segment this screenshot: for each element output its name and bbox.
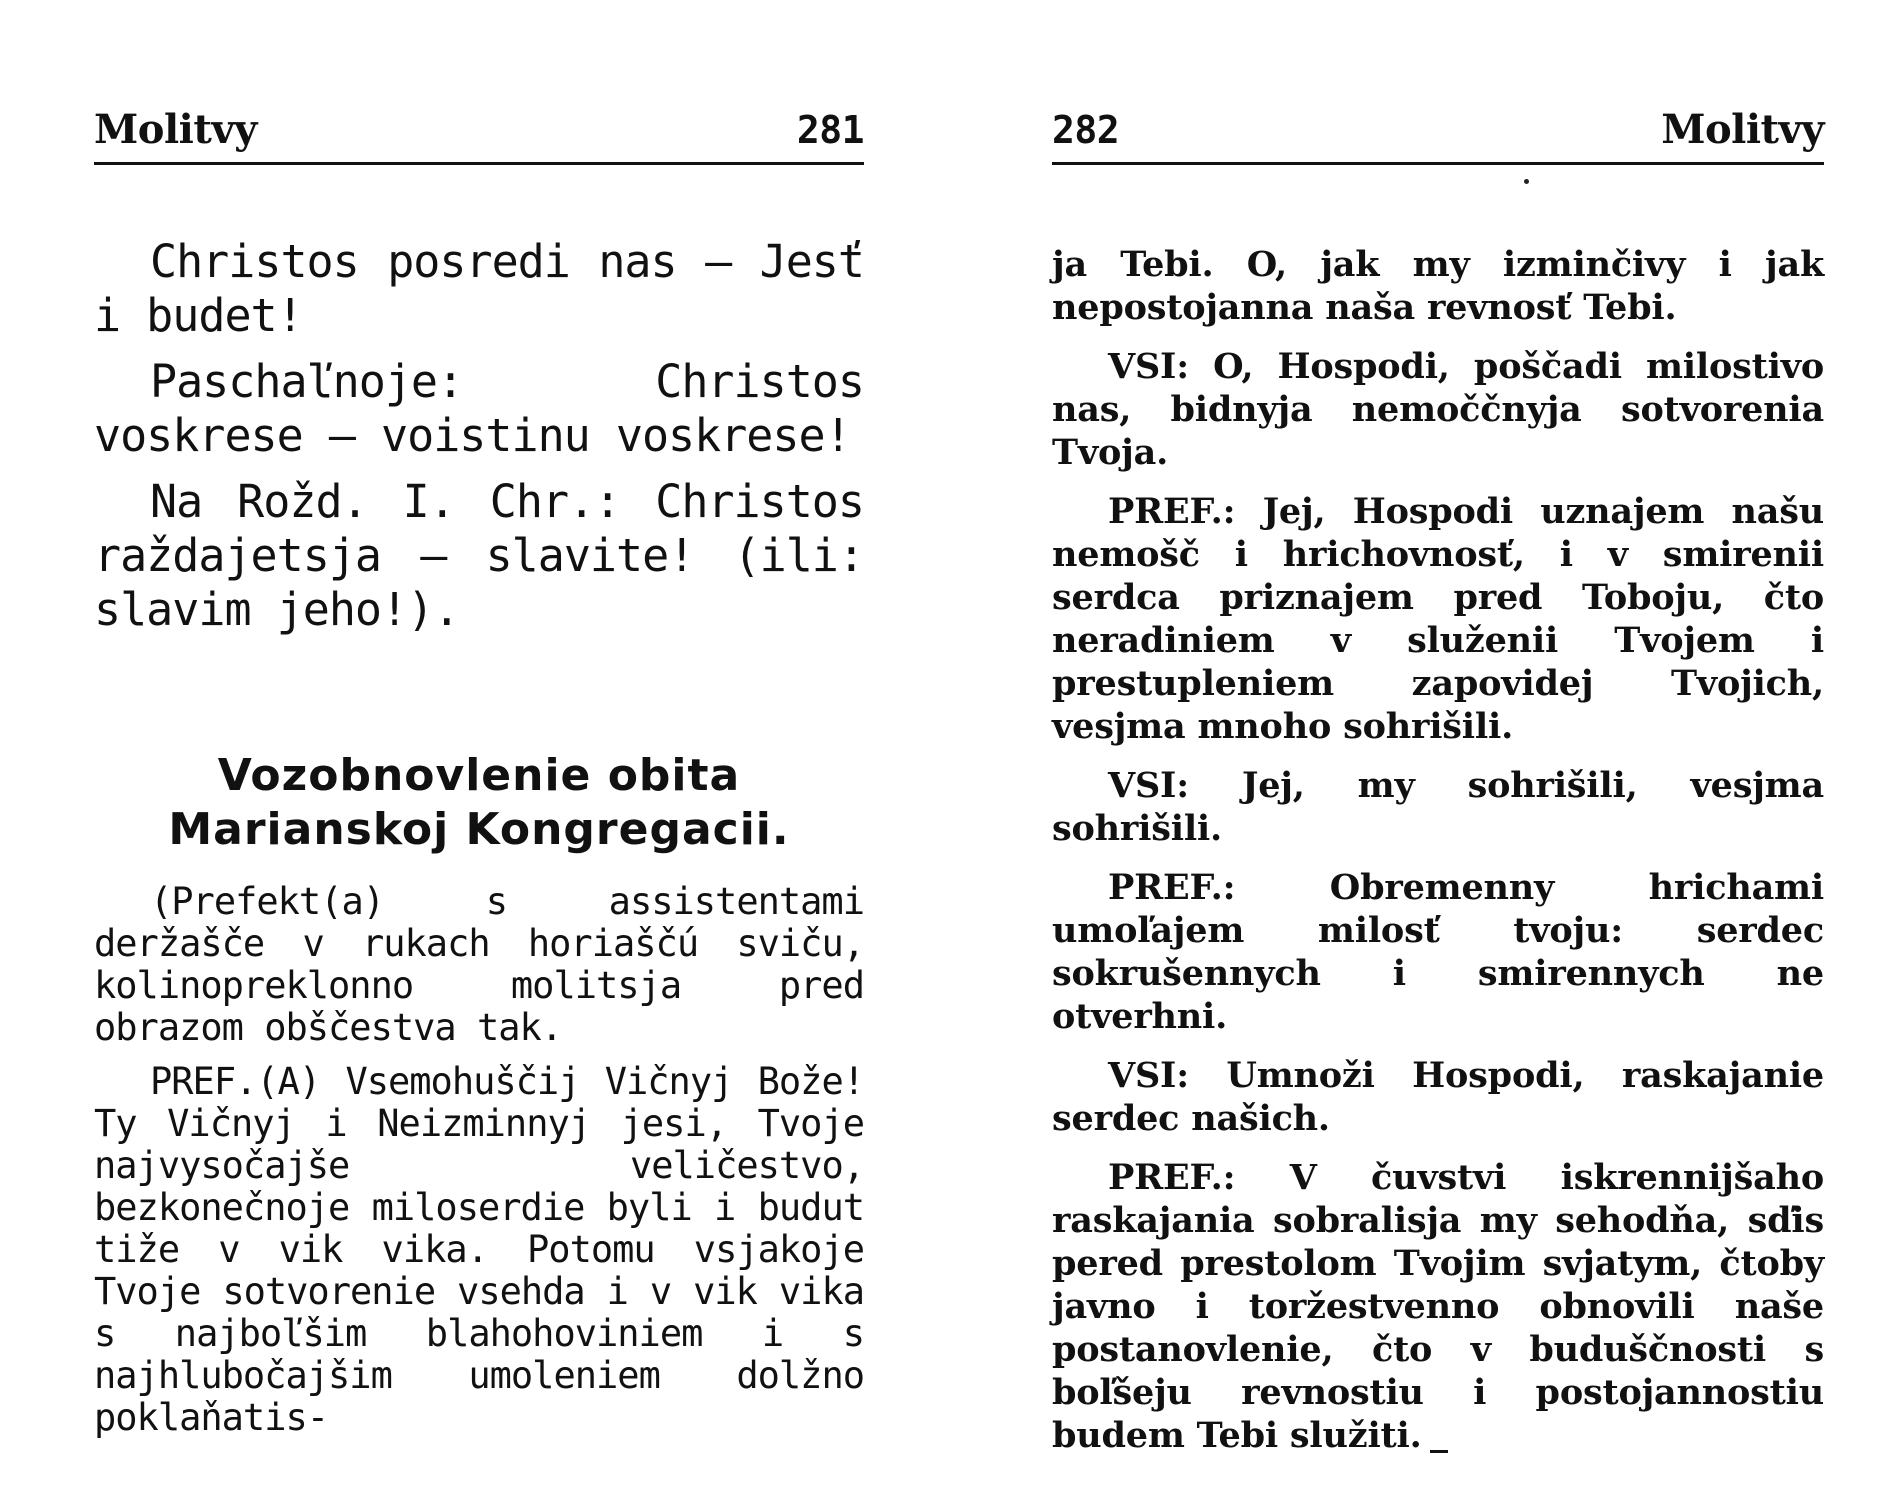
prefect-paragraph — [1052, 1156, 1824, 1457]
print-dot — [1524, 179, 1529, 184]
left-page — [94, 108, 864, 1439]
prefect-paragraph — [1052, 866, 1824, 1038]
greeting-paragraph: Paschaľnoje: Christos voskrese — voistinu voskrese! — [94, 355, 864, 462]
page-number-left: 281 — [796, 108, 864, 152]
running-title-right: Molitvy — [1661, 106, 1824, 153]
speaker-label: VSI: — [1108, 765, 1189, 806]
page-number-right: 282 — [1052, 108, 1120, 152]
speaker-label: PREF.: — [1108, 867, 1236, 908]
paragraph-text: V čuvstvi iskrennijšaho raskajania sobralisja my sehodňa, sďis pered prestolom Tvojim svjatym, čtoby javno i toržestvenno obnovili naše postanovlenie, čto v buduščnosti s boľšeju revnostiu i postojannostiu budem Tebi služiti. — [1052, 1157, 1824, 1456]
paragraph-text: Jej, my sohrišili, vesjma sohrišili. — [1052, 765, 1824, 849]
speaker-label: PREF.: — [1108, 491, 1236, 532]
prayer-paragraph — [1052, 243, 1824, 329]
response-paragraph — [1052, 1054, 1824, 1140]
greeting-paragraph: Na Rožd. I. Chr.: Christos raždajetsja — slavite! (ili: slavim jeho!). — [94, 475, 864, 636]
paragraph-text: ja Tebi. O, jak my izminčivy i jak nepostojanna naša revnosť Tebi. — [1052, 244, 1824, 328]
greetings-block — [94, 235, 864, 637]
paragraph-text: Umnoži Hospodi, raskajanie serdec našich. — [1052, 1055, 1824, 1139]
speaker-label: PREF.: — [1108, 1157, 1236, 1198]
paragraph-text: O, Hospodi, poščadi milostivo nas, bidnyja nemoččnyja sotvorenia Tvoja. — [1052, 346, 1824, 473]
paragraph-text: Jej, Hospodi uznajem našu nemošč i hrichovnosť, i v smirenii serdca priznajem pred Toboju, čto neradiniem v služenii Tvojem i prestupleniem zapovidej Tvojich, vesjma mnoho sohrišili. — [1052, 491, 1824, 747]
speaker-label: VSI: — [1108, 1055, 1189, 1096]
paragraph-text: Obremenny hrichami umoľajem milosť tvoju: serdec sokrušennych i smirennych ne otverhni. — [1052, 867, 1824, 1037]
right-page — [1052, 108, 1824, 1457]
speaker-label: VSI: — [1108, 346, 1189, 387]
running-title-left: Molitvy — [94, 106, 257, 153]
left-body — [94, 881, 864, 1439]
end-mark — [1430, 1450, 1448, 1453]
left-page-header — [94, 108, 864, 165]
right-page-header — [1052, 108, 1824, 165]
rubric-paragraph: (Prefekt(a) s assistentami deržašče v rukach horiaščú sviču, kolinopreklonno molitsja pred obrazom obščestva tak. — [94, 880, 864, 1049]
right-body — [1052, 243, 1824, 1457]
greeting-paragraph: Christos posredi nas — Jesť i budet! — [94, 235, 864, 342]
prefect-paragraph — [1052, 490, 1824, 748]
response-paragraph — [1052, 345, 1824, 474]
response-paragraph — [1052, 764, 1824, 850]
section-title: Vozobnovlenie obita Marianskoj Kongregacii. — [168, 750, 790, 855]
prayer-paragraph: PREF.(A) Vsemohuščij Vičnyj Bože! Ty Vičnyj i Neizminnyj jesi, Tvoje najvysočajše veličestvo, bezkonečnoje miloserdie byli i budut tiže v vik vika. Potomu vsjakoje Tvoje sotvorenie vsehda i v vik vika s najboľšim blahohoviniem i s najhlubočajšim umoleniem dolžno poklaňatis- — [94, 1060, 864, 1439]
